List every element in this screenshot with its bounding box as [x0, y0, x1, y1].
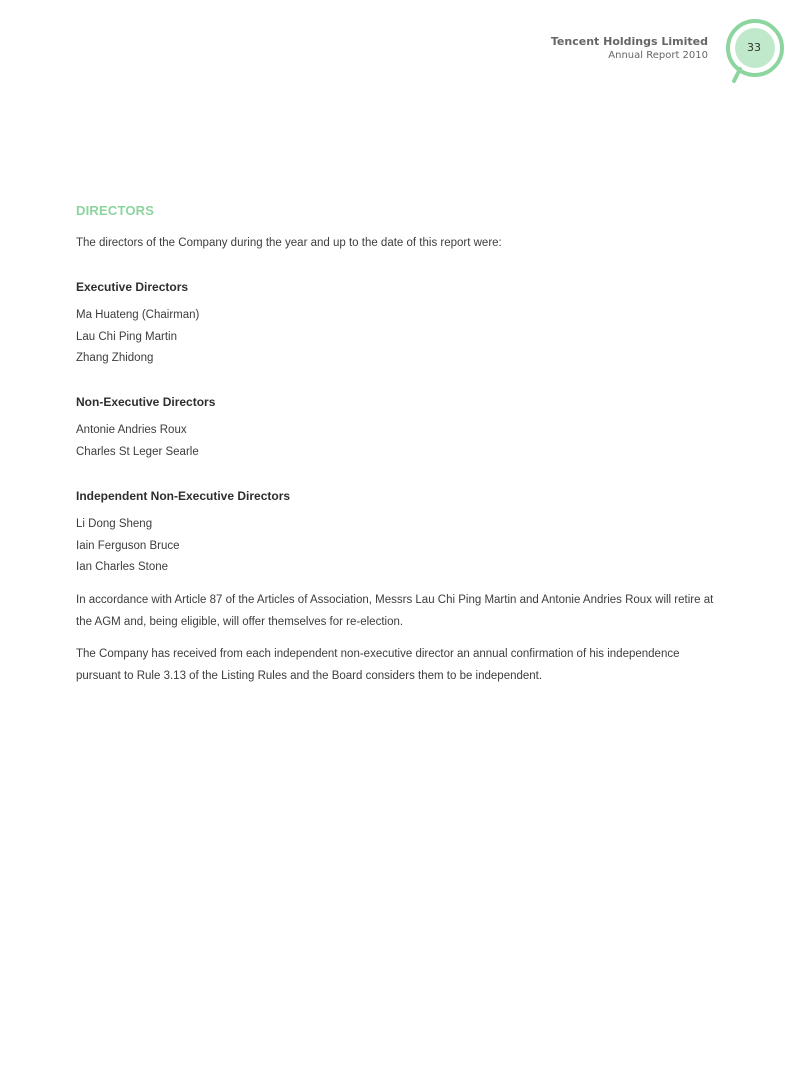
re-election-paragraph: In accordance with Article 87 of the Articles of Association, Messrs Lau Chi Ping Martin and Antonie Andries Roux will retire at the AGM and, being eligible, will offer themselves for re-election.	[76, 594, 714, 628]
non-executive-directors-list	[76, 420, 199, 463]
non-executive-directors-heading: Non-Executive Directors	[76, 395, 216, 409]
list-item: Antonie Andries Roux	[76, 424, 187, 436]
list-item: Lau Chi Ping Martin	[76, 330, 177, 343]
executive-directors-list	[76, 305, 199, 370]
list-item: Charles St Leger Searle	[76, 445, 199, 458]
independence-paragraph: The Company has received from each independent non-executive director an annual confirmation of his independence pursuant to Rule 3.13 of the Listing Rules and the Board considers them to be independent.	[76, 648, 680, 682]
executive-directors-heading: Executive Directors	[76, 280, 189, 294]
list-item: Ma Huateng (Chairman)	[76, 309, 200, 321]
intro-paragraph: The directors of the Company during the year and up to the date of this report were:	[76, 237, 502, 249]
report-title: Annual Report 2010	[608, 50, 708, 61]
page-header	[0, 0, 800, 90]
independent-directors-heading: Independent Non-Executive Directors	[76, 489, 291, 503]
list-item: Iain Ferguson Bruce	[76, 539, 180, 552]
list-item: Li Dong Sheng	[76, 518, 153, 530]
company-name: Tencent Holdings Limited	[550, 35, 708, 48]
list-item: Ian Charles Stone	[76, 561, 169, 573]
independent-directors-list	[76, 514, 180, 579]
page-number: 33	[747, 41, 761, 54]
list-item: Zhang Zhidong	[76, 352, 154, 364]
section-title: DIRECTORS	[76, 203, 155, 218]
